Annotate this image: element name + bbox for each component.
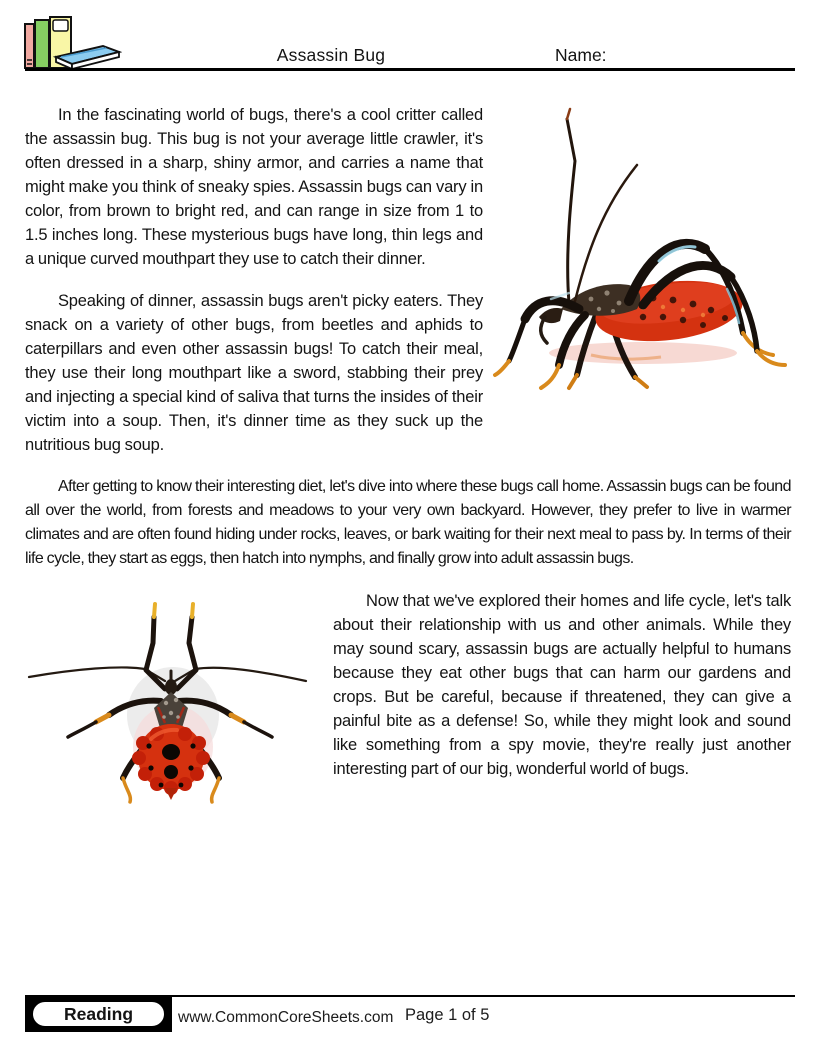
website-url: www.CommonCoreSheets.com [178, 1009, 394, 1026]
page-number: Page 1 of 5 [405, 1006, 490, 1024]
paragraph-2: Speaking of dinner, assassin bugs aren't picky eaters. They snack on a variety of other bugs, from beetles and aphids to caterpillars and even other assassin bugs! To catch their meal, they use their long mouthpart like a sword, stabbing their prey and injecting a special kind of saliva that turns the insides of their victim into a soup. Then, it's dinner time as they suck up the nutritious bug soup. [25, 292, 483, 454]
category-badge [25, 995, 172, 1032]
paragraph-4: Now that we've explored their homes and life cycle, let's talk about their relationship with us and other animals. While they may sound scary, assassin bugs are actually helpful to humans because they eat other bugs that can harm our gardens and crops. But be careful, because if threatened, they can give a painful bite as a defense! So, while they might look and sound like something from a spy movie, they're really just another interesting part of our big, wonderful world of bugs. [333, 592, 791, 778]
paragraph-1: In the fascinating world of bugs, there's a cool critter called the assassin bug. This bug is not your average little crawler, it's often dressed in a sharp, shiny armor, and carries a name that might make you think of sneaky spies. Assassin bugs can vary in color, from brown to bright red, and can range in size from 1 to 1.5 inches long. These mysterious bugs have long, thin legs and a unique curved mouthpart they use to catch their dinner. [25, 106, 483, 268]
assassin-bug-side-photo [491, 103, 791, 428]
reading-passage [25, 103, 791, 819]
name-label: Name: [555, 45, 607, 65]
worksheet-title: Assassin Bug [276, 45, 386, 65]
paragraph-3: After getting to know their interesting diet, let's dive into where these bugs call home. Assassin bugs can be found all over the world, from forests and meadows to your very own backyard. However, they prefer to live in warmer climates and are often found hiding under rocks, leaves, or bark waiting for their next meal to pass by. In terms of their life cycle, they start as eggs, then hatch into nymphs, and finally grow into adult assassin bugs. [25, 478, 791, 567]
category-badge-label: Reading [31, 1000, 166, 1028]
header-rule [25, 68, 795, 71]
assassin-bug-top-photo [25, 595, 323, 813]
